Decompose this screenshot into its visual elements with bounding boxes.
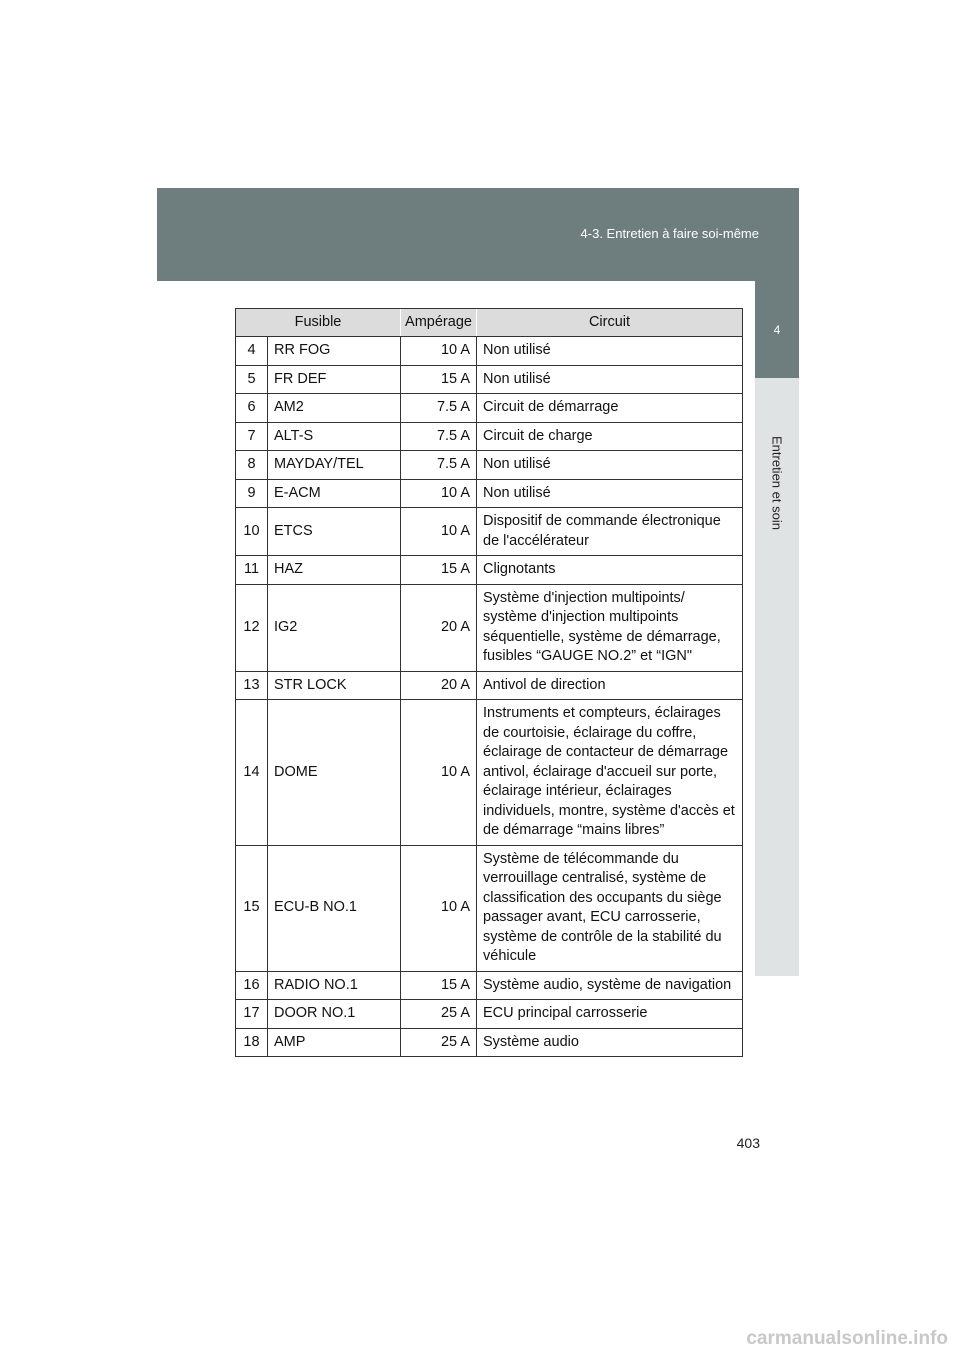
chapter-number: 4: [773, 322, 781, 337]
header-amperage: Ampérage: [401, 309, 477, 337]
amperage-cell: 20 A: [401, 671, 477, 700]
amperage-cell: 15 A: [401, 365, 477, 394]
table-header-row: [236, 309, 743, 337]
fuse-number-cell: 10: [236, 508, 268, 556]
chapter-label: [755, 378, 799, 578]
table-row: [236, 556, 743, 585]
table-row: [236, 394, 743, 423]
fuse-number-cell: 13: [236, 671, 268, 700]
fuse-number-cell: 12: [236, 584, 268, 671]
fuse-number-cell: 7: [236, 422, 268, 451]
fuse-name-cell: ALT-S: [268, 422, 401, 451]
circuit-cell: Non utilisé: [477, 337, 743, 366]
circuit-cell: Antivol de direction: [477, 671, 743, 700]
chapter-number-tab: [755, 281, 799, 378]
amperage-cell: 20 A: [401, 584, 477, 671]
table-row: [236, 845, 743, 971]
amperage-cell: 7.5 A: [401, 394, 477, 423]
fuse-name-cell: MAYDAY/TEL: [268, 451, 401, 480]
fuse-name-cell: AMP: [268, 1028, 401, 1057]
circuit-cell: Dispositif de commande électronique de l'accélérateur: [477, 508, 743, 556]
table-row: [236, 451, 743, 480]
circuit-cell: Système de télécommande du verrouillage centralisé, système de classification des occupants du siège passager avant, ECU carrosserie, système de contrôle de la stabilité du véhicule: [477, 845, 743, 971]
circuit-cell: Instruments et compteurs, éclairages de courtoisie, éclairage du coffre, éclairage de contacteur de démarrage antivol, éclairage d'accueil sur porte, éclairage intérieur, éclairages individuels, montre, système d'accès et de démarrage “mains libres”: [477, 700, 743, 846]
fuse-number-cell: 18: [236, 1028, 268, 1057]
amperage-cell: 10 A: [401, 337, 477, 366]
amperage-cell: 10 A: [401, 845, 477, 971]
fuse-number-cell: 5: [236, 365, 268, 394]
fuse-number-cell: 15: [236, 845, 268, 971]
amperage-cell: 25 A: [401, 1028, 477, 1057]
fuse-name-cell: HAZ: [268, 556, 401, 585]
circuit-cell: Circuit de charge: [477, 422, 743, 451]
header-circuit: Circuit: [477, 309, 743, 337]
fuse-number-cell: 6: [236, 394, 268, 423]
fuse-number-cell: 8: [236, 451, 268, 480]
fuse-name-cell: IG2: [268, 584, 401, 671]
fuse-name-cell: RR FOG: [268, 337, 401, 366]
circuit-cell: Système d'injection multipoints/ système d'injection multipoints séquentielle, système de démarrage, fusibles “GAUGE NO.2” et “IGN": [477, 584, 743, 671]
amperage-cell: 7.5 A: [401, 422, 477, 451]
fuse-number-cell: 11: [236, 556, 268, 585]
table-row: [236, 1000, 743, 1029]
fuse-number-cell: 16: [236, 971, 268, 1000]
fuse-number-cell: 9: [236, 479, 268, 508]
table-row: [236, 365, 743, 394]
circuit-cell: Non utilisé: [477, 365, 743, 394]
header-fuse: Fusible: [236, 309, 401, 337]
table-row: [236, 671, 743, 700]
fuse-table: [235, 308, 743, 1057]
fuse-name-cell: DOOR NO.1: [268, 1000, 401, 1029]
fuse-name-cell: AM2: [268, 394, 401, 423]
amperage-cell: 25 A: [401, 1000, 477, 1029]
fuse-name-cell: E-ACM: [268, 479, 401, 508]
circuit-cell: Non utilisé: [477, 479, 743, 508]
circuit-cell: Système audio, système de navigation: [477, 971, 743, 1000]
fuse-name-cell: RADIO NO.1: [268, 971, 401, 1000]
table-row: [236, 584, 743, 671]
table-row: [236, 700, 743, 846]
circuit-cell: Clignotants: [477, 556, 743, 585]
page-number: 403: [736, 1135, 760, 1151]
table-row: [236, 337, 743, 366]
amperage-cell: 10 A: [401, 700, 477, 846]
fuse-table-body: [236, 337, 743, 1057]
amperage-cell: 10 A: [401, 508, 477, 556]
fuse-number-cell: 17: [236, 1000, 268, 1029]
amperage-cell: 15 A: [401, 556, 477, 585]
circuit-cell: Non utilisé: [477, 451, 743, 480]
amperage-cell: 7.5 A: [401, 451, 477, 480]
amperage-cell: 10 A: [401, 479, 477, 508]
chapter-label-text: Entretien et soin: [769, 436, 785, 530]
watermark-text: carmanualsonline.info: [746, 1328, 948, 1349]
fuse-number-cell: 14: [236, 700, 268, 846]
fuse-name-cell: STR LOCK: [268, 671, 401, 700]
table-row: [236, 479, 743, 508]
table-row: [236, 1028, 743, 1057]
table-row: [236, 971, 743, 1000]
chapter-side-tab: [755, 378, 799, 976]
section-title: 4-3. Entretien à faire soi-même: [580, 226, 759, 241]
fuse-number-cell: 4: [236, 337, 268, 366]
amperage-cell: 15 A: [401, 971, 477, 1000]
circuit-cell: Système audio: [477, 1028, 743, 1057]
fuse-name-cell: DOME: [268, 700, 401, 846]
table-row: [236, 508, 743, 556]
circuit-cell: ECU principal carrosserie: [477, 1000, 743, 1029]
circuit-cell: Circuit de démarrage: [477, 394, 743, 423]
fuse-name-cell: ETCS: [268, 508, 401, 556]
section-header-band: [157, 188, 799, 281]
fuse-name-cell: FR DEF: [268, 365, 401, 394]
table-row: [236, 422, 743, 451]
fuse-name-cell: ECU-B NO.1: [268, 845, 401, 971]
